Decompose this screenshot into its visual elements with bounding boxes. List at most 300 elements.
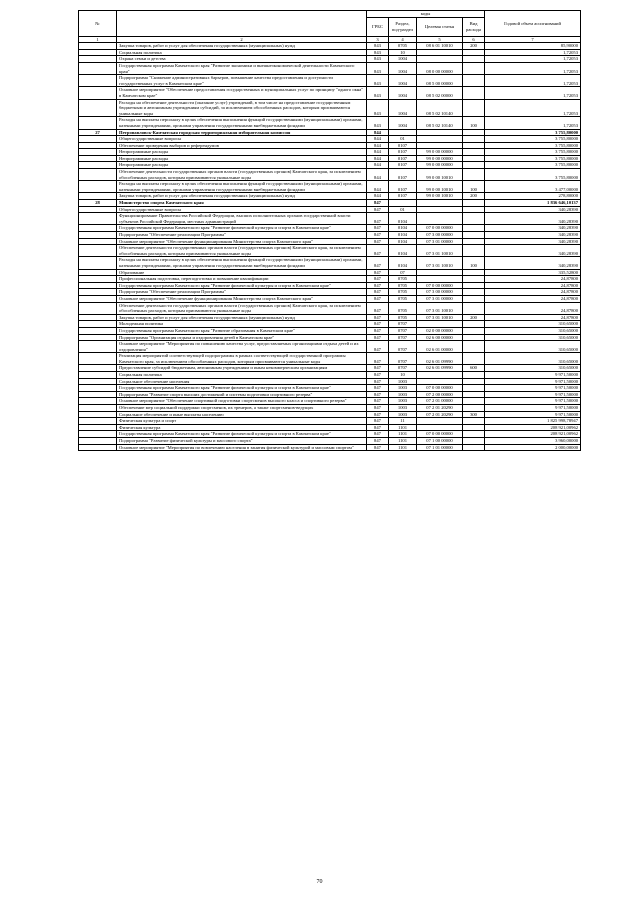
row-target-article (417, 424, 463, 431)
row-amount: 9 971,50000 (485, 378, 581, 385)
table-row (79, 245, 581, 257)
row-amount: 24,87800 (485, 302, 581, 314)
row-amount: 340,28390 (485, 213, 581, 225)
row-amount: 24,87800 (485, 295, 581, 302)
row-name: Подпрограмма "Обеспечение реализации Программы" (117, 232, 367, 239)
row-number (79, 238, 117, 245)
row-expense-type (463, 438, 485, 445)
row-grbs: 843 (367, 117, 389, 129)
row-expense-type (463, 87, 485, 99)
row-razdel: 1003 (389, 385, 417, 392)
col-name-header (117, 11, 367, 37)
row-amount: 1 836 646,10137 (485, 200, 581, 207)
row-name: Основное мероприятие "Мероприятия по вовлечению населения в занятия физической культурой и массовым спортом" (117, 444, 367, 451)
table-row (79, 302, 581, 314)
table-row (79, 295, 581, 302)
table-row (79, 418, 581, 425)
row-expense-type (463, 391, 485, 398)
table-row (79, 289, 581, 296)
table-row (79, 136, 581, 143)
table-row (79, 282, 581, 289)
row-grbs: 847 (367, 257, 389, 269)
row-razdel: 0107 (389, 162, 417, 169)
row-amount: 310,65000 (485, 334, 581, 341)
row-target-article: 99 0 00 00000 (417, 162, 463, 169)
idx-1: 1 (79, 36, 117, 43)
row-number (79, 99, 117, 117)
row-amount: 310,65000 (485, 365, 581, 372)
row-grbs: 847 (367, 276, 389, 283)
row-expense-type (463, 169, 485, 181)
row-grbs: 843 (367, 49, 389, 56)
table-row (79, 321, 581, 328)
row-number (79, 405, 117, 412)
col-amount-header: Годовой объем ассигнований (485, 11, 581, 37)
table-row (79, 155, 581, 162)
row-grbs: 847 (367, 282, 389, 289)
row-amount: 3 755,80000 (485, 169, 581, 181)
row-target-article: 07 3 00 00000 (417, 289, 463, 296)
row-amount: 1 825 998,78947 (485, 418, 581, 425)
row-razdel: 0705 (389, 289, 417, 296)
row-name: Обеспечение деятельности государственных органов власти (государственных органов) Камчатского края, за исключением обособленных расходов, которым присваиваются уникальные коды (117, 245, 367, 257)
row-amount: 310,65000 (485, 321, 581, 328)
row-target-article: 07 1 01 00000 (417, 444, 463, 451)
col-num-header: № (79, 11, 117, 37)
row-number: 28 (79, 200, 117, 207)
row-razdel: 1101 (389, 431, 417, 438)
row-amount: 310,65000 (485, 341, 581, 353)
row-expense-type (463, 353, 485, 365)
row-razdel: 1101 (389, 444, 417, 451)
row-razdel: 10 (389, 49, 417, 56)
col-grbs-header: ГРБС (367, 17, 389, 36)
row-number (79, 282, 117, 289)
row-target-article (417, 136, 463, 143)
row-target-article (417, 321, 463, 328)
row-grbs: 847 (367, 391, 389, 398)
row-target-article: 02 6 01 09990 (417, 365, 463, 372)
row-razdel: 0104 (389, 232, 417, 239)
row-number (79, 398, 117, 405)
row-expense-type (463, 99, 485, 117)
row-number (79, 372, 117, 379)
row-name: Подпрограмма "Развитие спорта высших достижений и системы подготовки спортивного резерва" (117, 391, 367, 398)
row-razdel: 0107 (389, 142, 417, 149)
row-grbs: 847 (367, 321, 389, 328)
row-number (79, 181, 117, 193)
row-number (79, 424, 117, 431)
row-expense-type (463, 142, 485, 149)
row-amount: 9 971,50000 (485, 385, 581, 392)
row-grbs: 844 (367, 155, 389, 162)
table-row (79, 269, 581, 276)
row-amount: 3 755,80000 (485, 142, 581, 149)
table-row (79, 225, 581, 232)
row-expense-type (463, 213, 485, 225)
row-amount: 278,80000 (485, 193, 581, 200)
row-razdel: 0107 (389, 155, 417, 162)
row-number (79, 365, 117, 372)
row-razdel: 0104 (389, 257, 417, 269)
row-razdel: 1003 (389, 378, 417, 385)
row-amount: 340,28390 (485, 225, 581, 232)
table-row (79, 200, 581, 207)
row-razdel: 01 (389, 206, 417, 213)
row-number (79, 136, 117, 143)
row-name: Общегосударственные вопросы (117, 136, 367, 143)
row-grbs: 843 (367, 99, 389, 117)
row-grbs: 844 (367, 142, 389, 149)
table-row (79, 99, 581, 117)
table-row (79, 353, 581, 365)
row-expense-type (463, 282, 485, 289)
table-row (79, 405, 581, 412)
row-name: Социальное обеспечение населения (117, 378, 367, 385)
row-grbs: 847 (367, 206, 389, 213)
row-grbs: 847 (367, 372, 389, 379)
row-amount: 208 921,00962 (485, 431, 581, 438)
row-amount: 3 755,80000 (485, 155, 581, 162)
row-name: Социальная политика (117, 49, 367, 56)
row-target-article: 02 6 01 09990 (417, 353, 463, 365)
row-number (79, 87, 117, 99)
row-expense-type (463, 424, 485, 431)
row-number (79, 438, 117, 445)
row-amount: 1,72053 (485, 117, 581, 129)
row-razdel: 1004 (389, 87, 417, 99)
idx-5: 5 (417, 36, 463, 43)
row-expense-type (463, 49, 485, 56)
row-grbs: 843 (367, 56, 389, 63)
row-target-article (417, 206, 463, 213)
row-target-article: 99 0 00 10010 (417, 169, 463, 181)
row-number (79, 149, 117, 156)
row-razdel: 0707 (389, 353, 417, 365)
row-number (79, 155, 117, 162)
row-expense-type (463, 418, 485, 425)
row-number (79, 289, 117, 296)
row-number (79, 206, 117, 213)
row-amount: 1,72053 (485, 75, 581, 87)
row-name: Функционирование Правительства Российской Федерации, высших исполнительных органов государственной власти субъектов Российской Федерации, местных администраций (117, 213, 367, 225)
row-razdel: 1101 (389, 438, 417, 445)
row-name: Подпрограмма "Организация отдыха и оздоровления детей в Камчатском крае" (117, 334, 367, 341)
row-razdel: 07 (389, 269, 417, 276)
row-target-article: 07 0 00 00000 (417, 282, 463, 289)
table-body (79, 43, 581, 451)
row-grbs: 844 (367, 181, 389, 193)
row-name: Обеспечение деятельности государственных органов власти (государственных органов) Камчатского края, за исключением обособленных расходов, которым присваиваются уникальные коды (117, 169, 367, 181)
row-expense-type (463, 225, 485, 232)
row-razdel: 1101 (389, 424, 417, 431)
row-razdel: 0707 (389, 321, 417, 328)
row-number (79, 232, 117, 239)
row-number (79, 49, 117, 56)
row-amount: 24,87800 (485, 282, 581, 289)
row-amount: 3 960,00000 (485, 438, 581, 445)
row-number (79, 321, 117, 328)
row-expense-type (463, 302, 485, 314)
row-number (79, 334, 117, 341)
row-razdel: 0705 (389, 276, 417, 283)
row-amount: 9 971,50000 (485, 405, 581, 412)
row-expense-type: 300 (463, 411, 485, 418)
row-amount: 3 477,00000 (485, 181, 581, 193)
row-razdel: 0107 (389, 149, 417, 156)
row-razdel: 0107 (389, 181, 417, 193)
row-grbs: 847 (367, 225, 389, 232)
row-amount: 1,72053 (485, 56, 581, 63)
row-grbs: 847 (367, 334, 389, 341)
budget-table (78, 10, 581, 451)
row-razdel: 11 (389, 418, 417, 425)
row-razdel: 0707 (389, 327, 417, 334)
row-grbs: 847 (367, 365, 389, 372)
row-number (79, 269, 117, 276)
row-razdel: 10 (389, 372, 417, 379)
row-target-article: 07 3 00 00000 (417, 232, 463, 239)
row-name: Расходы на выплаты персоналу в целях обеспечения выполнения функций государственными (муниципальными) органами, казенными учреждениями, органами управления государственными внебюджетными фондами (117, 257, 367, 269)
table-row (79, 334, 581, 341)
row-name: Основное мероприятие "Обеспечение функционирования Министерства спорта Камчатского края" (117, 238, 367, 245)
row-target-article (417, 372, 463, 379)
row-number (79, 302, 117, 314)
row-target-article (417, 378, 463, 385)
row-name: Государственная программа Камчатского края "Развитие физической культуры и спорта в Камчатском крае" (117, 385, 367, 392)
table-row (79, 129, 581, 136)
row-number (79, 314, 117, 321)
row-amount: 1,72053 (485, 87, 581, 99)
row-target-article (417, 276, 463, 283)
row-razdel: 0107 (389, 169, 417, 181)
row-name: Расходы на обеспечение деятельности (оказание услуг) учреждений, в том числе на предоставление государственным бюджетным и автономным учреждениям субсидий, за исключением обособленных расходов, которым присваиваются уникальные коды (117, 99, 367, 117)
row-amount: 208 921,00962 (485, 424, 581, 431)
col-cs-header: Целевая статья (417, 17, 463, 36)
row-name: Государственная программа Камчатского края "Развитие физической культуры и спорта в Камчатском крае" (117, 225, 367, 232)
row-number (79, 245, 117, 257)
row-amount: 9 971,50000 (485, 411, 581, 418)
row-grbs: 847 (367, 232, 389, 239)
row-target-article: 07 3 01 10010 (417, 257, 463, 269)
row-name: Профессиональная подготовка, переподготовка и повышение квалификации (117, 276, 367, 283)
table-row (79, 257, 581, 269)
row-razdel: 0705 (389, 314, 417, 321)
row-razdel: 1004 (389, 99, 417, 117)
table-row (79, 232, 581, 239)
row-number (79, 444, 117, 451)
idx-6: 6 (463, 36, 485, 43)
row-name: Подпрограмма "Снижение административных барьеров, повышение качества предоставления и доступности государственных услуг в Камчатском крае" (117, 75, 367, 87)
row-number (79, 169, 117, 181)
row-target-article: 02 6 00 00000 (417, 334, 463, 341)
table-row (79, 56, 581, 63)
row-number (79, 341, 117, 353)
table-row (79, 372, 581, 379)
row-expense-type (463, 378, 485, 385)
row-grbs: 843 (367, 87, 389, 99)
row-amount: 310,65000 (485, 327, 581, 334)
row-target-article (417, 129, 463, 136)
row-amount: 9 971,50000 (485, 372, 581, 379)
row-razdel: 01 (389, 136, 417, 143)
row-name: Непрограммные расходы (117, 162, 367, 169)
row-amount: 340,28390 (485, 232, 581, 239)
row-amount: 9 971,50000 (485, 391, 581, 398)
row-grbs: 847 (367, 213, 389, 225)
table-row (79, 391, 581, 398)
row-name: Охрана семьи и детства (117, 56, 367, 63)
row-razdel: 1004 (389, 62, 417, 74)
table-row (79, 378, 581, 385)
row-razdel (389, 129, 417, 136)
col-codes-header: коды (367, 11, 485, 18)
row-grbs: 847 (367, 200, 389, 207)
table-row (79, 238, 581, 245)
table-row (79, 75, 581, 87)
row-target-article: 08 5 02 10140 (417, 99, 463, 117)
row-target-article: 07 3 01 00000 (417, 238, 463, 245)
row-grbs: 847 (367, 398, 389, 405)
row-target-article: 08 5 02 10140 (417, 117, 463, 129)
row-name: Предоставление субсидий бюджетным, автономным учреждениям и иным некоммерческим организациям (117, 365, 367, 372)
row-number (79, 225, 117, 232)
row-razdel: 1004 (389, 56, 417, 63)
row-target-article (417, 269, 463, 276)
row-target-article (417, 142, 463, 149)
row-grbs: 844 (367, 129, 389, 136)
table-row (79, 43, 581, 50)
row-amount: 1,72053 (485, 99, 581, 117)
table-row (79, 62, 581, 74)
table-row (79, 365, 581, 372)
row-name: Основное мероприятие "Обеспечение функционирования Министерства спорта Камчатского края" (117, 295, 367, 302)
row-amount: 1,72053 (485, 62, 581, 74)
row-razdel: 0705 (389, 302, 417, 314)
row-grbs: 847 (367, 327, 389, 334)
row-name: Государственная программа Камчатского края "Развитие образования в Камчатском крае" (117, 327, 367, 334)
row-name: Непрограммные расходы (117, 149, 367, 156)
row-number (79, 213, 117, 225)
table-row (79, 142, 581, 149)
row-grbs: 847 (367, 418, 389, 425)
row-name: Петропавловск-Камчатская городская территориальная избирательная комиссия (117, 129, 367, 136)
row-expense-type (463, 62, 485, 74)
row-expense-type: 100 (463, 181, 485, 193)
row-grbs: 847 (367, 405, 389, 412)
row-number (79, 378, 117, 385)
row-name: Закупка товаров, работ и услуг для обеспечения государственных (муниципальных) нужд (117, 314, 367, 321)
row-razdel: 1003 (389, 391, 417, 398)
row-name: Обеспечение деятельности государственных органов власти (государственных органов) Камчатского края, за исключением обособленных расходов, которым присваиваются уникальные коды (117, 302, 367, 314)
row-name: Обеспечение проведения выборов и референдумов (117, 142, 367, 149)
row-number (79, 43, 117, 50)
row-razdel: 1003 (389, 405, 417, 412)
col-razd-header: Раздел, под-раздел (389, 17, 417, 36)
row-amount: 340,28390 (485, 206, 581, 213)
row-expense-type (463, 232, 485, 239)
row-amount: 24,87800 (485, 289, 581, 296)
row-razdel: 1004 (389, 117, 417, 129)
row-razdel: 0705 (389, 282, 417, 289)
row-number (79, 62, 117, 74)
row-target-article: 07 3 01 10010 (417, 314, 463, 321)
row-name: Основное мероприятие "Обеспечение предоставления государственных и муниципальных услуг по принципу "одного окна" в Камчатском крае" (117, 87, 367, 99)
row-name: Государственная программа Камчатского края "Развитие физической культуры и спорта в Камчатском крае" (117, 282, 367, 289)
table-row (79, 49, 581, 56)
row-expense-type: 200 (463, 43, 485, 50)
row-expense-type: 600 (463, 365, 485, 372)
header-index-row (79, 36, 581, 43)
row-grbs: 847 (367, 341, 389, 353)
row-expense-type (463, 149, 485, 156)
row-razdel: 0104 (389, 225, 417, 232)
row-expense-type (463, 289, 485, 296)
row-razdel: 0104 (389, 213, 417, 225)
row-razdel: 0104 (389, 238, 417, 245)
table-row (79, 411, 581, 418)
col-vr-header: Вид расхода (463, 17, 485, 36)
idx-7: 7 (485, 36, 581, 43)
row-target-article: 07 2 01 20290 (417, 411, 463, 418)
row-target-article: 08 5 02 00000 (417, 87, 463, 99)
row-number (79, 56, 117, 63)
row-name: Закупка товаров, работ и услуг для обеспечения государственных (муниципальных) нужд (117, 43, 367, 50)
table-row (79, 87, 581, 99)
row-name: Физическая культура и спорт (117, 418, 367, 425)
row-name: Подпрограмма "Развитие физической культуры и массового спорта" (117, 438, 367, 445)
row-expense-type (463, 321, 485, 328)
row-expense-type (463, 200, 485, 207)
table-row (79, 169, 581, 181)
row-grbs: 847 (367, 289, 389, 296)
row-amount: 340,28390 (485, 257, 581, 269)
row-number (79, 75, 117, 87)
row-name: Обеспечение мер социальной поддержки спортсменов, их тренеров, а также спортсменов-ведущих (117, 405, 367, 412)
row-number (79, 411, 117, 418)
row-expense-type (463, 444, 485, 451)
table-row (79, 162, 581, 169)
row-amount: 335,52800 (485, 269, 581, 276)
row-expense-type (463, 75, 485, 87)
row-number (79, 327, 117, 334)
row-number (79, 391, 117, 398)
table-row (79, 213, 581, 225)
row-name: Государственная программа Камчатского края "Развитие физической культуры и спорта в Камчатском крае" (117, 431, 367, 438)
row-grbs: 843 (367, 62, 389, 74)
row-number (79, 385, 117, 392)
row-number: 27 (79, 129, 117, 136)
row-target-article: 99 0 00 00000 (417, 149, 463, 156)
table-row (79, 398, 581, 405)
row-target-article: 08 0 00 00000 (417, 62, 463, 74)
row-expense-type (463, 327, 485, 334)
row-number (79, 295, 117, 302)
row-name: Реализация мероприятий соответствующей подпрограммы в рамках соответствующей государственной программы Камчатского края, за исключением обособленных расходов, которым присваиваются уникальные коды (117, 353, 367, 365)
row-name: Расходы на выплаты персоналу в целях обеспечения выполнения функций государственными (муниципальными) органами, казенными учреждениями, органами управления государственными внебюджетными фондами (117, 181, 367, 193)
row-target-article: 02 0 00 00000 (417, 327, 463, 334)
row-number (79, 353, 117, 365)
row-number (79, 418, 117, 425)
table-row (79, 444, 581, 451)
row-name: Социальное обеспечение и иные выплаты населению (117, 411, 367, 418)
row-name: Общегосударственные вопросы (117, 206, 367, 213)
table-row (79, 341, 581, 353)
row-expense-type (463, 385, 485, 392)
row-expense-type: 200 (463, 193, 485, 200)
row-razdel: 0705 (389, 295, 417, 302)
table-row (79, 327, 581, 334)
